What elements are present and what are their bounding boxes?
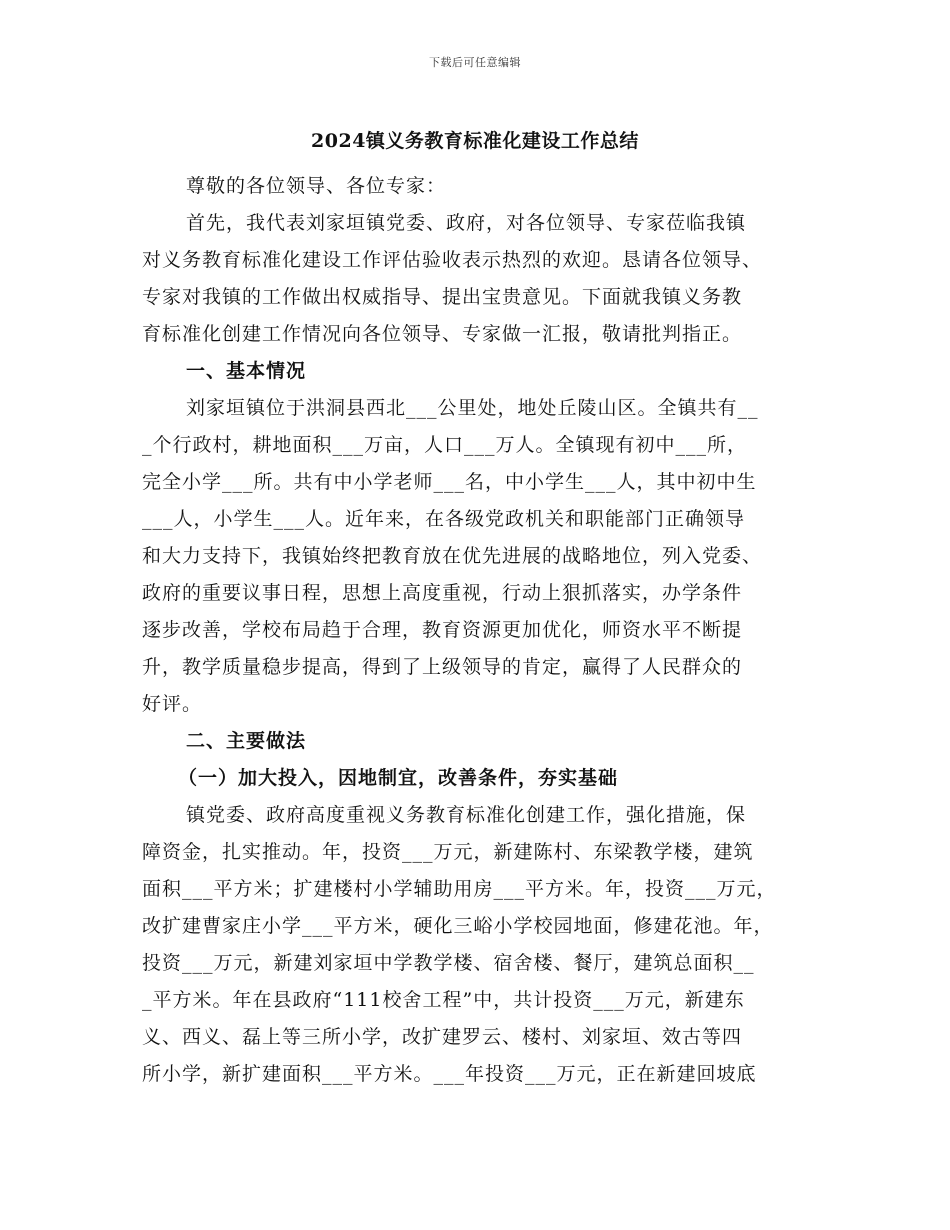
paragraph-line: 完全小学___所。共有中小学老师___名，中小学生___人，其中初中生 (142, 471, 757, 493)
paragraph-line: 对义务教育标准化建设工作评估验收表示热烈的欢迎。恳请各位领导、 (142, 249, 763, 271)
paragraph-line: 投资___万元，新建刘家垣中学教学楼、宿舍楼、餐厅，建筑总面积__ (142, 952, 755, 974)
page-header-note: 下载后可任意编辑 (429, 56, 521, 69)
paragraph-line: 刘家垣镇位于洪洞县西北___公里处，地处丘陵山区。全镇共有__ (186, 397, 759, 419)
paragraph-line: 面积___平方米；扩建楼村小学辅助用房___平方米。年，投资___万元， (142, 878, 777, 900)
section-heading-methods: 二、主要做法 (186, 730, 307, 752)
subsection-heading: （一）加大投入，因地制宜，改善条件，夯实基础 (178, 767, 619, 789)
paragraph-line: 镇党委、政府高度重视义务教育标准化创建工作，强化措施，保 (186, 804, 747, 826)
section-heading-basic: 一、基本情况 (186, 360, 307, 382)
paragraph-line: 逐步改善，学校布局趋于合理，教育资源更加优化，师资水平不断提 (142, 619, 743, 641)
paragraph-line: _个行政村，耕地面积___万亩，人口___万人。全镇现有初中___所， (142, 434, 748, 456)
paragraph-line: 义、西义、磊上等三所小学，改扩建罗云、楼村、刘家垣、效古等四 (142, 1026, 743, 1048)
paragraph-line: 和大力支持下，我镇始终把教育放在优先进展的战略地位，列入党委、 (142, 545, 763, 567)
paragraph-line: 升，教学质量稳步提高，得到了上级领导的肯定，赢得了人民群众的 (142, 656, 743, 678)
paragraph-line: 所小学，新扩建面积___平方米。___年投资___万元，正在新建回坡底 (142, 1063, 757, 1085)
document-title: 2024镇义务教育标准化建设工作总结 (311, 130, 639, 152)
paragraph-line: 障资金，扎实推动。年，投资___万元，新建陈村、东梁教学楼，建筑 (142, 841, 754, 863)
paragraph-line: ___人，小学生___人。近年来，在各级党政机关和职能部门正确领导 (142, 508, 746, 530)
paragraph-line: 育标准化创建工作情况向各位领导、专家做一汇报，敬请批判指正。 (142, 323, 743, 345)
salutation: 尊敬的各位领导、各位专家： (186, 175, 447, 197)
paragraph-line: 首先，我代表刘家垣镇党委、政府，对各位领导、专家莅临我镇 (186, 212, 747, 234)
paragraph-line: 政府的重要议事日程，思想上高度重视，行动上狠抓落实，办学条件 (142, 582, 743, 604)
document-body (142, 168, 810, 1093)
paragraph-line: 好评。 (142, 693, 203, 715)
paragraph-line: 专家对我镇的工作做出权威指导、提出宝贵意见。下面就我镇义务教 (142, 286, 743, 308)
paragraph-line: _平方米。年在县政府“111校舍工程”中，共计投资___万元，新建东 (142, 989, 745, 1011)
paragraph-line: 改扩建曹家庄小学___平方米，硬化三峪小学校园地面，修建花池。年， (142, 915, 774, 937)
